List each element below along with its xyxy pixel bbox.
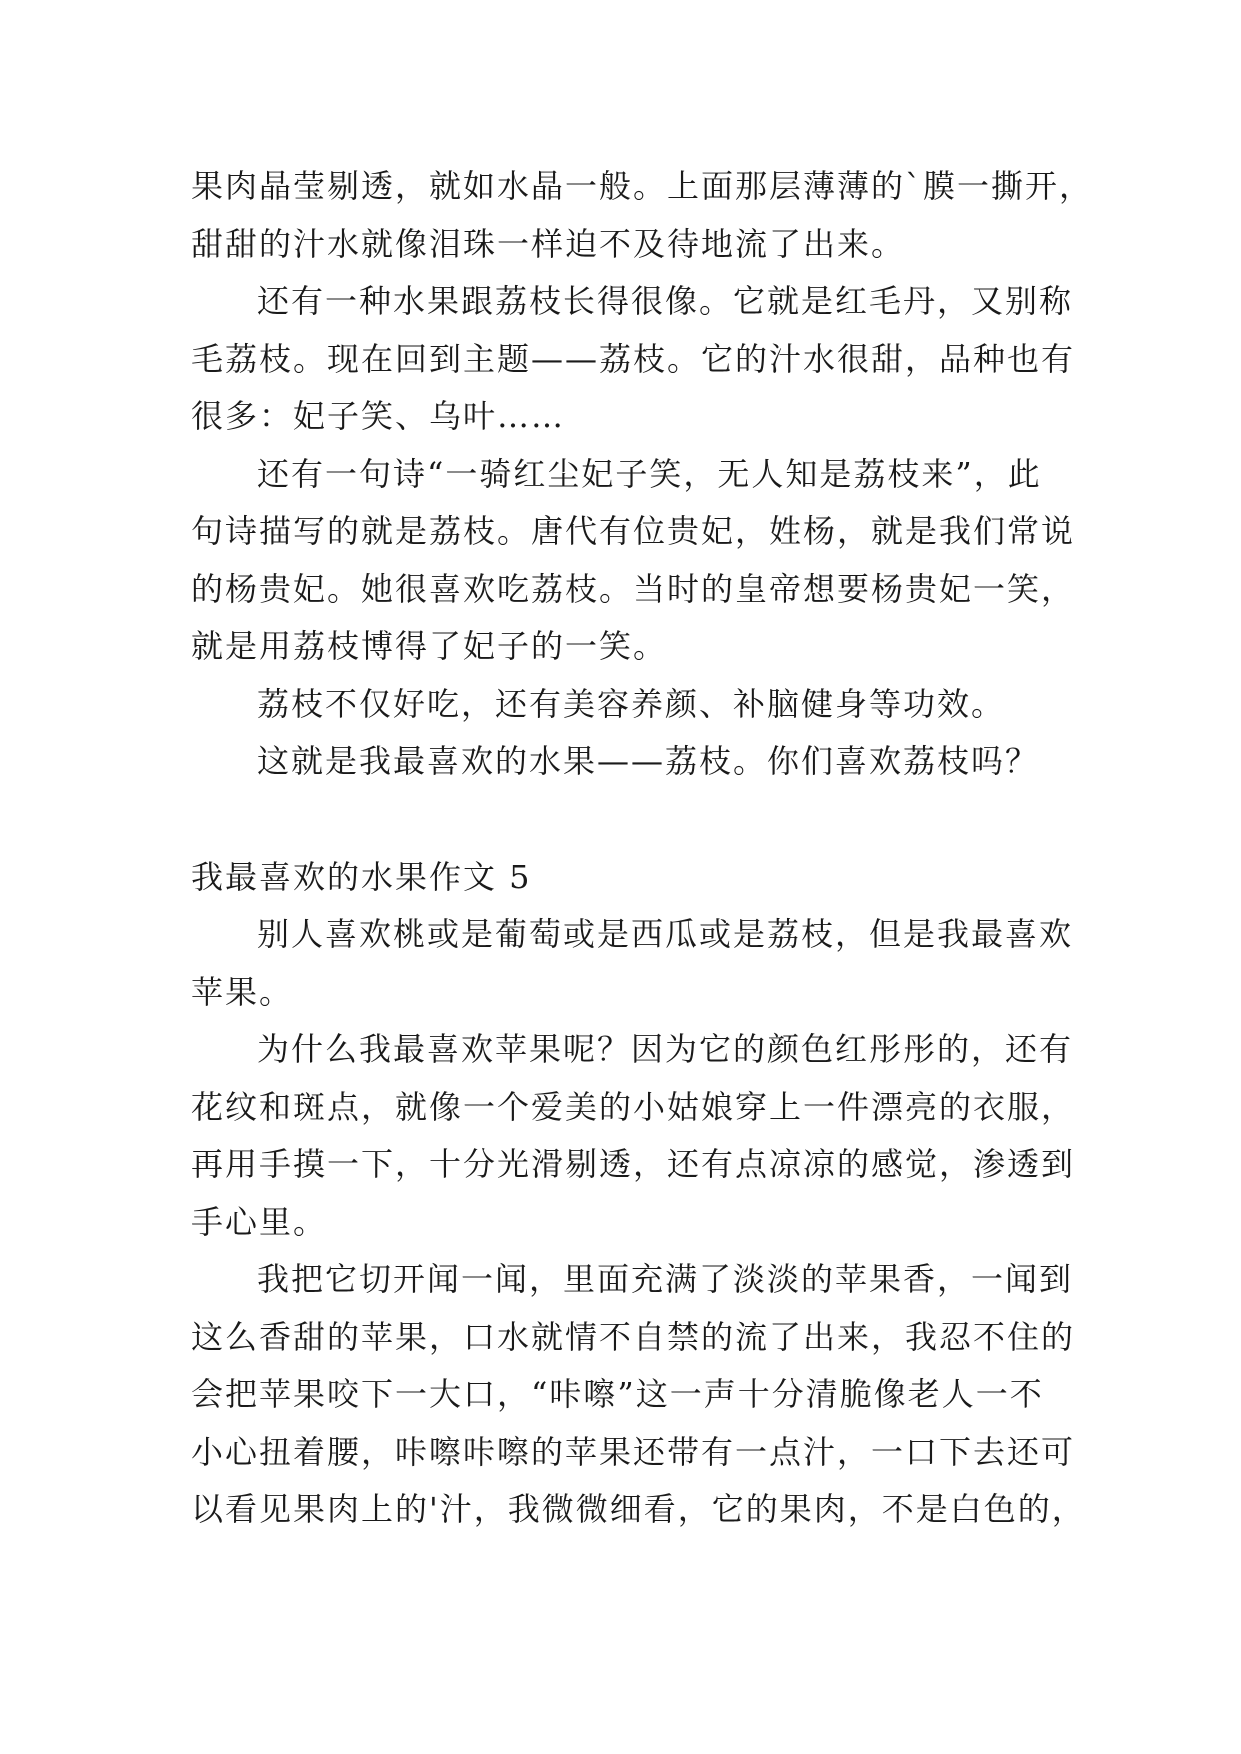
- paragraph-start-line: 还有一种水果跟荔枝长得很像。它就是红毛丹，又别称: [257, 282, 1074, 320]
- text-line: 的杨贵妃。她很喜欢吃荔枝。当时的皇帝想要杨贵妃一笑，: [191, 569, 1076, 608]
- text-line: 再用手摸一下，十分光滑剔透，还有点凉凉的感觉，渗透到: [191, 1145, 1076, 1183]
- text-line: 这么香甜的苹果，口水就情不自禁的流了出来，我忍不住的: [191, 1317, 1076, 1356]
- text-line: 毛荔枝。现在回到主题——荔枝。它的汁水很甜，品种也有: [191, 339, 1076, 378]
- section-heading: 我最喜欢的水果作文 5: [191, 857, 532, 896]
- paragraph-start-line: 还有一句诗“一骑红尘妃子笑，无人知是荔枝来”，此: [257, 454, 1042, 493]
- paragraph-start-line: 为什么我最喜欢苹果呢？因为它的颜色红彤彤的，还有: [257, 1030, 1074, 1068]
- text-line: 会把苹果咬下一大口，“咔嚓”这一声十分清脆像老人一不: [191, 1375, 1044, 1413]
- paragraph-start-line: 荔枝不仅好吃，还有美容养颜、补脑健身等功效。: [257, 684, 1006, 723]
- text-line: 花纹和斑点，就像一个爱美的小姑娘穿上一件漂亮的衣服，: [191, 1087, 1076, 1126]
- text-line: 很多：妃子笑、乌叶……: [191, 397, 566, 435]
- paragraph-start-line: 这就是我最喜欢的水果——荔枝。你们喜欢荔枝吗？: [257, 742, 1040, 780]
- text-line: 以看见果肉上的'汁，我微微细看，它的果肉，不是白色的，: [191, 1490, 1086, 1528]
- paragraph-start-line: 我把它切开闻一闻，里面充满了淡淡的苹果香，一闻到: [257, 1260, 1074, 1298]
- document-body: [191, 158, 1094, 1539]
- text-line: 手心里。: [191, 1202, 328, 1241]
- text-line: 果肉晶莹剔透，就如水晶一般。上面那层薄薄的`膜一撕开，: [191, 167, 1094, 205]
- paragraph-start-line: 别人喜欢桃或是葡萄或是西瓜或是荔枝，但是我最喜欢: [257, 915, 1074, 953]
- text-line: 就是用荔枝博得了妃子的一笑。: [191, 627, 668, 665]
- text-line: 苹果。: [191, 972, 294, 1011]
- text-line: 句诗描写的就是荔枝。唐代有位贵妃，姓杨，就是我们常说: [191, 512, 1076, 550]
- text-line: 小心扭着腰，咔嚓咔嚓的苹果还带有一点汁，一口下去还可: [191, 1432, 1076, 1471]
- text-line: 甜甜的汁水就像泪珠一样迫不及待地流了出来。: [191, 224, 906, 263]
